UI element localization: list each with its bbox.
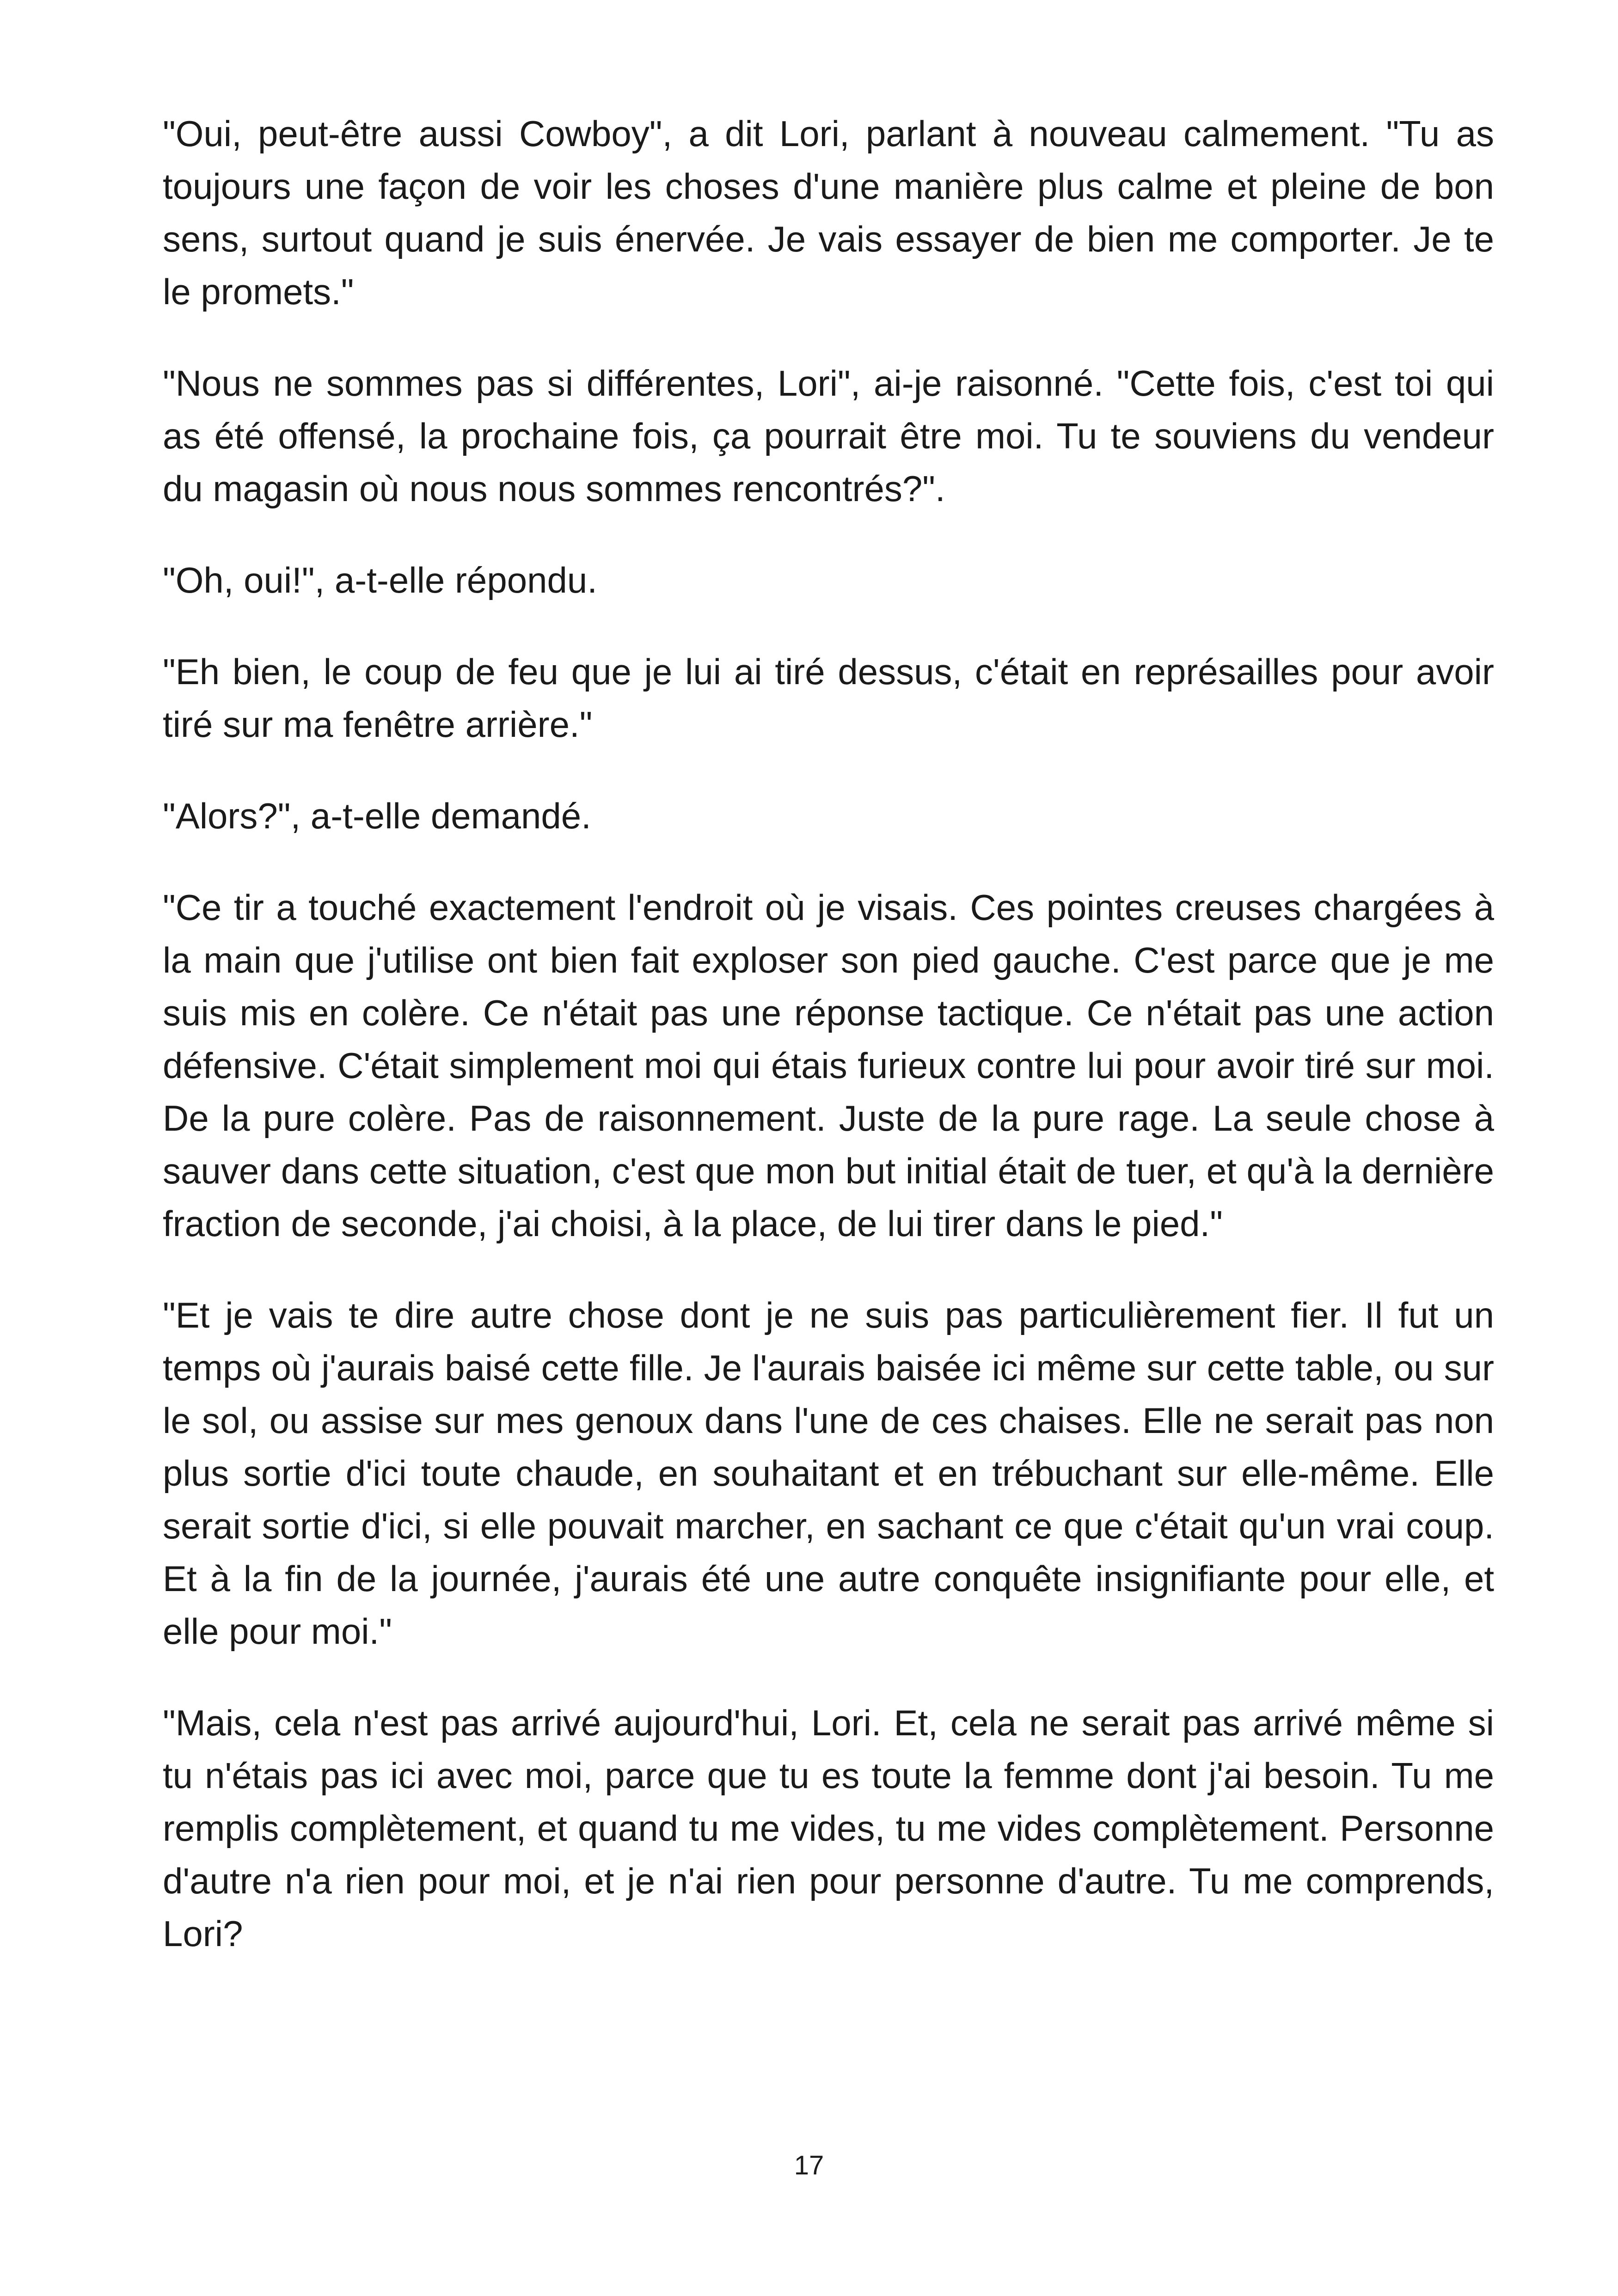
paragraph: "Et je vais te dire autre chose dont je ne suis pas particulièrement fier. Il fut un temps où j'aurais baisé cette fille. Je l'aurais baisée ici même sur cette table, ou sur le sol, ou assise sur mes genoux dans l'une de ces chaises. Elle ne serait pas non plus sortie d'ici toute chaude, en souhaitant et en trébuchant sur elle-même. Elle serait sortie d'ici, si elle pouvait marcher, en sachant ce que c'était qu'un vrai coup. Et à la fin de la journée, j'aurais été une autre conquête insignifiante pour elle, et elle pour moi." — [163, 1295, 1494, 1652]
body-text — [163, 107, 1494, 1999]
paragraph: "Alors?", a-t-elle demandé. — [163, 796, 591, 836]
paragraph: "Mais, cela n'est pas arrivé aujourd'hui, Lori. Et, cela ne serait pas arrivé même si tu n'étais pas ici avec moi, parce que tu es toute la femme dont j'ai besoin. Tu me remplis complètement, et quand tu me vides, tu me vides complètement. Personne d'autre n'a rien pour moi, et je n'ai rien pour personne d'autre. Tu me comprends, Lori? — [163, 1702, 1494, 1954]
paragraph: "Nous ne sommes pas si différentes, Lori", ai-je raisonné. "Cette fois, c'est toi qui as été offensé, la prochaine fois, ça pourrait être moi. Tu te souviens du vendeur du magasin où nous nous sommes rencontrés?". — [163, 363, 1494, 509]
paragraph: "Oh, oui!", a-t-elle répondu. — [163, 560, 597, 600]
paragraph: "Oui, peut-être aussi Cowboy", a dit Lori, parlant à nouveau calmement. "Tu as toujours une façon de voir les choses d'une manière plus calme et pleine de bon sens, surtout quand je suis énervée. Je vais essayer de bien me comporter. Je te le promets." — [163, 113, 1494, 312]
page-number: 17 — [794, 2150, 824, 2180]
paragraph: "Eh bien, le coup de feu que je lui ai tiré dessus, c'était en représailles pour avoir tiré sur ma fenêtre arrière." — [163, 651, 1494, 745]
paragraph: "Ce tir a touché exactement l'endroit où je visais. Ces pointes creuses chargées à la main que j'utilise ont bien fait exploser son pied gauche. C'est parce que je me suis mis en colère. Ce n'était pas une réponse tactique. Ce n'était pas une action défensive. C'était simplement moi qui étais furieux contre lui pour avoir tiré sur moi. De la pure colère. Pas de raisonnement. Juste de la pure rage. La seule chose à sauver dans cette situation, c'est que mon but initial était de tuer, et qu'à la dernière fraction de seconde, j'ai choisi, à la place, de lui tirer dans le pied." — [163, 887, 1494, 1244]
